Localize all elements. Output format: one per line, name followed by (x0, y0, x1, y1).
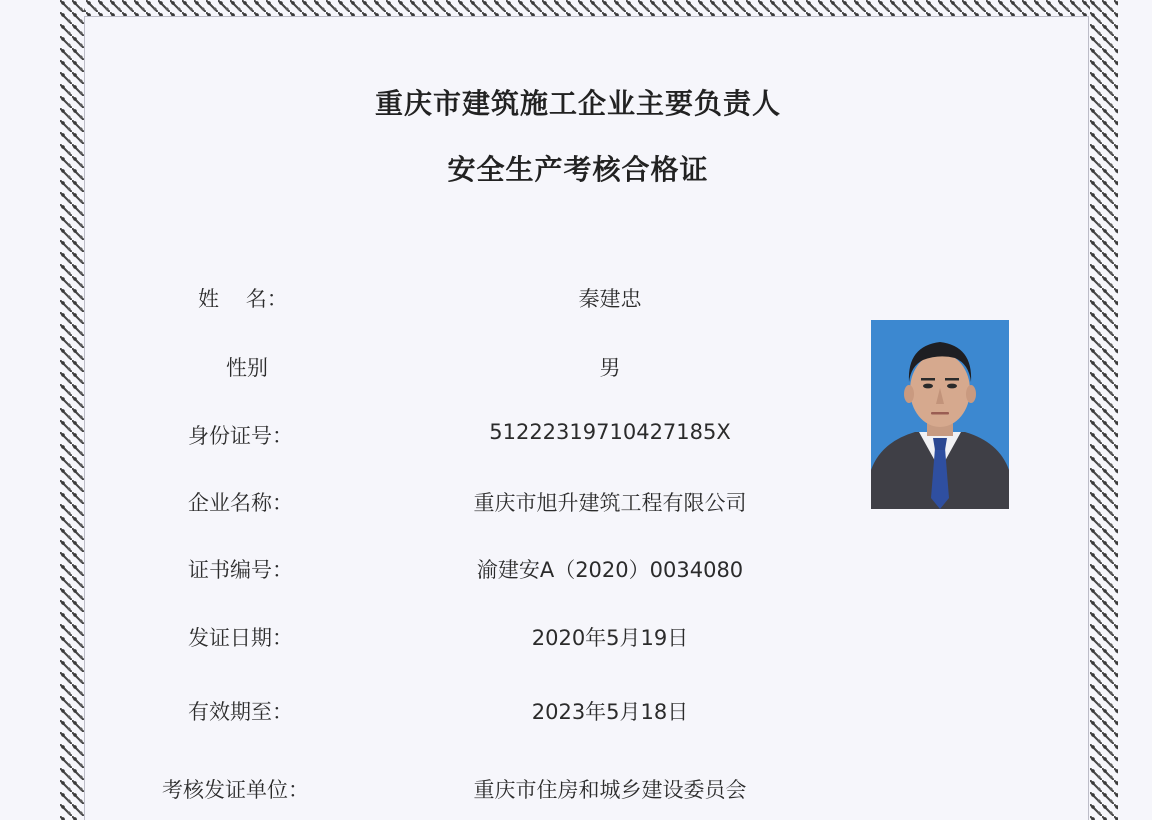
issuing-authority-label: 考核发证单位： (162, 778, 309, 802)
border-line-left (84, 16, 85, 820)
name-label: 姓 名： (198, 287, 288, 311)
certificate-title-line2: 安全生产考核合格证 (447, 153, 709, 186)
gender-label: 性别 (226, 356, 268, 380)
id-number-value: 51222319710427185X (489, 420, 731, 444)
portrait-image (871, 320, 1009, 509)
certificate-number-value: 渝建安A（2020）0034080 (476, 558, 744, 582)
valid-until-label: 有效期至： (188, 700, 293, 724)
company-name-label: 企业名称： (188, 491, 293, 515)
decorative-border-left (60, 0, 84, 820)
border-line-right (1088, 16, 1089, 820)
issue-date-value: 2020年5月19日 (531, 626, 689, 650)
id-photo (871, 320, 1009, 509)
gender-value: 男 (599, 356, 621, 380)
border-line-top (84, 16, 1089, 17)
decorative-border-right (1090, 0, 1118, 820)
certificate-title-line1: 重庆市建筑施工企业主要负责人 (374, 87, 781, 120)
id-number-label: 身份证号： (188, 424, 293, 448)
issue-date-label: 发证日期： (188, 626, 293, 650)
valid-until-value: 2023年5月18日 (531, 700, 689, 724)
certificate-number-label: 证书编号： (188, 558, 293, 582)
company-name-value: 重庆市旭升建筑工程有限公司 (473, 491, 747, 515)
decorative-border-top (62, 0, 1118, 16)
issuing-authority-value: 重庆市住房和城乡建设委员会 (473, 778, 747, 802)
name-value: 秦建忠 (578, 287, 642, 311)
